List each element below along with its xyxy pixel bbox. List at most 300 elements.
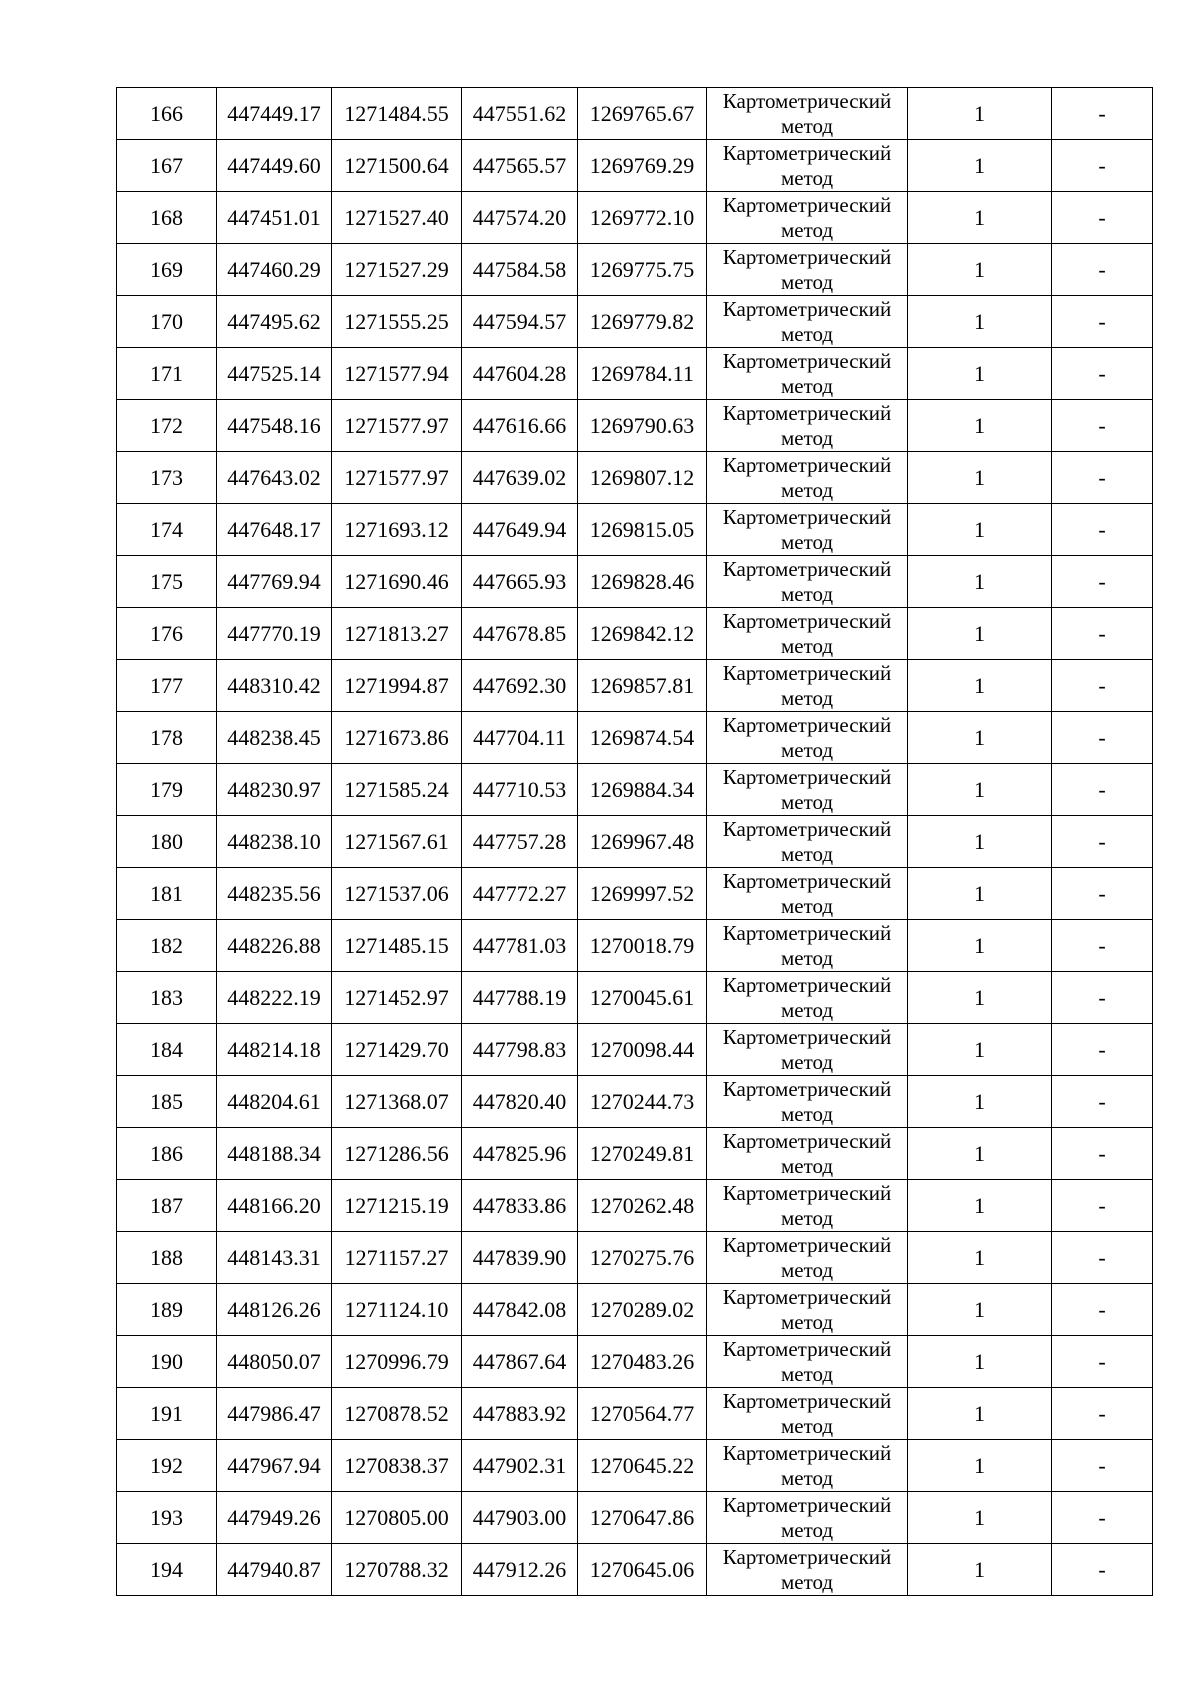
point-number-cell: 184 (117, 1024, 217, 1076)
y-new-cell: 1270098.44 (578, 1024, 707, 1076)
table-row (117, 1076, 1153, 1128)
y-old-cell: 1271368.07 (332, 1076, 462, 1128)
method-line-2: метод (780, 1258, 834, 1282)
method-line-2: метод (780, 374, 834, 398)
method-cell (707, 1284, 908, 1336)
method-line-2: метод (780, 738, 834, 762)
note-cell: - (1052, 1232, 1153, 1284)
method-line-1: Картометрический (722, 1181, 892, 1205)
x-old-cell: 447986.47 (217, 1388, 332, 1440)
method-line-2: метод (780, 1518, 834, 1542)
method-cell (707, 660, 908, 712)
x-old-cell: 448238.45 (217, 712, 332, 764)
x-new-cell: 447574.20 (462, 192, 578, 244)
accuracy-cell: 1 (908, 556, 1052, 608)
method-line-2: метод (780, 1050, 834, 1074)
method-cell (707, 244, 908, 296)
accuracy-cell: 1 (908, 1076, 1052, 1128)
point-number-cell: 187 (117, 1180, 217, 1232)
accuracy-cell: 1 (908, 972, 1052, 1024)
y-old-cell: 1271577.97 (332, 400, 462, 452)
method-cell (707, 868, 908, 920)
point-number-cell: 191 (117, 1388, 217, 1440)
method-line-1: Картометрический (722, 1077, 892, 1101)
point-number-cell: 171 (117, 348, 217, 400)
method-line-1: Картометрический (722, 713, 892, 737)
y-new-cell: 1269874.54 (578, 712, 707, 764)
x-new-cell: 447565.57 (462, 140, 578, 192)
y-new-cell: 1269828.46 (578, 556, 707, 608)
x-old-cell: 447648.17 (217, 504, 332, 556)
table-row (117, 504, 1153, 556)
table-row (117, 1232, 1153, 1284)
point-number-cell: 173 (117, 452, 217, 504)
note-cell: - (1052, 1024, 1153, 1076)
accuracy-cell: 1 (908, 608, 1052, 660)
method-line-1: Картометрический (722, 245, 892, 269)
x-new-cell: 447710.53 (462, 764, 578, 816)
x-new-cell: 447798.83 (462, 1024, 578, 1076)
x-old-cell: 447451.01 (217, 192, 332, 244)
method-line-1: Картометрический (722, 973, 892, 997)
y-old-cell: 1271690.46 (332, 556, 462, 608)
x-old-cell: 447460.29 (217, 244, 332, 296)
x-old-cell: 448238.10 (217, 816, 332, 868)
y-new-cell: 1270244.73 (578, 1076, 707, 1128)
method-line-2: метод (780, 790, 834, 814)
note-cell: - (1052, 1076, 1153, 1128)
point-number-cell: 179 (117, 764, 217, 816)
accuracy-cell: 1 (908, 452, 1052, 504)
y-new-cell: 1269784.11 (578, 348, 707, 400)
method-line-2: метод (780, 842, 834, 866)
method-line-1: Картометрический (722, 349, 892, 373)
table-row (117, 348, 1153, 400)
x-new-cell: 447665.93 (462, 556, 578, 608)
y-new-cell: 1269884.34 (578, 764, 707, 816)
x-old-cell: 448214.18 (217, 1024, 332, 1076)
table-row (117, 712, 1153, 764)
y-old-cell: 1271527.40 (332, 192, 462, 244)
x-new-cell: 447839.90 (462, 1232, 578, 1284)
table-row (117, 868, 1153, 920)
method-line-2: метод (780, 1310, 834, 1334)
y-new-cell: 1270647.86 (578, 1492, 707, 1544)
method-cell (707, 192, 908, 244)
method-cell (707, 972, 908, 1024)
accuracy-cell: 1 (908, 764, 1052, 816)
x-new-cell: 447781.03 (462, 920, 578, 972)
method-line-1: Картометрический (722, 921, 892, 945)
method-line-2: метод (780, 478, 834, 502)
y-new-cell: 1269807.12 (578, 452, 707, 504)
point-number-cell: 170 (117, 296, 217, 348)
x-new-cell: 447903.00 (462, 1492, 578, 1544)
note-cell: - (1052, 348, 1153, 400)
y-new-cell: 1269815.05 (578, 504, 707, 556)
y-old-cell: 1271429.70 (332, 1024, 462, 1076)
point-number-cell: 185 (117, 1076, 217, 1128)
method-cell (707, 348, 908, 400)
accuracy-cell: 1 (908, 192, 1052, 244)
method-line-1: Картометрический (722, 297, 892, 321)
accuracy-cell: 1 (908, 1388, 1052, 1440)
point-number-cell: 178 (117, 712, 217, 764)
table-row (117, 296, 1153, 348)
accuracy-cell: 1 (908, 244, 1052, 296)
method-cell (707, 1440, 908, 1492)
method-line-1: Картометрический (722, 401, 892, 425)
note-cell: - (1052, 1544, 1153, 1596)
method-line-2: метод (780, 1570, 834, 1594)
method-line-1: Картометрический (722, 661, 892, 685)
method-line-2: метод (780, 1414, 834, 1438)
accuracy-cell: 1 (908, 1544, 1052, 1596)
point-number-cell: 192 (117, 1440, 217, 1492)
accuracy-cell: 1 (908, 1336, 1052, 1388)
x-new-cell: 447692.30 (462, 660, 578, 712)
x-old-cell: 448310.42 (217, 660, 332, 712)
method-line-2: метод (780, 426, 834, 450)
table-row (117, 1284, 1153, 1336)
accuracy-cell: 1 (908, 348, 1052, 400)
y-old-cell: 1270838.37 (332, 1440, 462, 1492)
table-row (117, 660, 1153, 712)
method-cell (707, 556, 908, 608)
table-row (117, 608, 1153, 660)
accuracy-cell: 1 (908, 868, 1052, 920)
note-cell: - (1052, 764, 1153, 816)
x-old-cell: 447770.19 (217, 608, 332, 660)
x-new-cell: 447833.86 (462, 1180, 578, 1232)
x-old-cell: 447449.17 (217, 88, 332, 140)
method-line-2: метод (780, 322, 834, 346)
method-line-2: метод (780, 582, 834, 606)
note-cell: - (1052, 88, 1153, 140)
note-cell: - (1052, 1440, 1153, 1492)
method-line-1: Картометрический (722, 1337, 892, 1361)
y-new-cell: 1269765.67 (578, 88, 707, 140)
point-number-cell: 180 (117, 816, 217, 868)
note-cell: - (1052, 1388, 1153, 1440)
table-row (117, 1128, 1153, 1180)
table-row (117, 1024, 1153, 1076)
y-old-cell: 1271500.64 (332, 140, 462, 192)
method-line-2: метод (780, 218, 834, 242)
y-new-cell: 1270018.79 (578, 920, 707, 972)
method-cell (707, 1128, 908, 1180)
x-new-cell: 447820.40 (462, 1076, 578, 1128)
point-number-cell: 166 (117, 88, 217, 140)
x-old-cell: 448126.26 (217, 1284, 332, 1336)
method-line-1: Картометрический (722, 1441, 892, 1465)
x-new-cell: 447902.31 (462, 1440, 578, 1492)
y-new-cell: 1269779.82 (578, 296, 707, 348)
x-old-cell: 447643.02 (217, 452, 332, 504)
method-line-1: Картометрический (722, 765, 892, 789)
x-old-cell: 447967.94 (217, 1440, 332, 1492)
accuracy-cell: 1 (908, 1024, 1052, 1076)
y-old-cell: 1270788.32 (332, 1544, 462, 1596)
accuracy-cell: 1 (908, 504, 1052, 556)
point-number-cell: 177 (117, 660, 217, 712)
y-new-cell: 1270262.48 (578, 1180, 707, 1232)
method-cell (707, 1492, 908, 1544)
x-old-cell: 448235.56 (217, 868, 332, 920)
x-old-cell: 447525.14 (217, 348, 332, 400)
x-new-cell: 447772.27 (462, 868, 578, 920)
point-number-cell: 169 (117, 244, 217, 296)
method-line-2: метод (780, 1206, 834, 1230)
x-old-cell: 448050.07 (217, 1336, 332, 1388)
method-line-2: метод (780, 998, 834, 1022)
y-old-cell: 1271527.29 (332, 244, 462, 296)
table-row (117, 920, 1153, 972)
method-line-2: метод (780, 894, 834, 918)
y-old-cell: 1271673.86 (332, 712, 462, 764)
y-old-cell: 1271537.06 (332, 868, 462, 920)
table-row (117, 1336, 1153, 1388)
y-new-cell: 1269769.29 (578, 140, 707, 192)
y-new-cell: 1270275.76 (578, 1232, 707, 1284)
table-row (117, 140, 1153, 192)
table-row (117, 400, 1153, 452)
x-new-cell: 447584.58 (462, 244, 578, 296)
x-old-cell: 447769.94 (217, 556, 332, 608)
method-line-1: Картометрический (722, 453, 892, 477)
table-row (117, 1440, 1153, 1492)
method-cell (707, 608, 908, 660)
x-old-cell: 448226.88 (217, 920, 332, 972)
method-line-1: Картометрический (722, 193, 892, 217)
x-old-cell: 448230.97 (217, 764, 332, 816)
note-cell: - (1052, 452, 1153, 504)
method-cell (707, 816, 908, 868)
y-new-cell: 1269775.75 (578, 244, 707, 296)
table-row (117, 556, 1153, 608)
y-new-cell: 1270045.61 (578, 972, 707, 1024)
accuracy-cell: 1 (908, 296, 1052, 348)
method-line-1: Картометрический (722, 609, 892, 633)
method-cell (707, 1336, 908, 1388)
method-line-2: метод (780, 530, 834, 554)
method-cell (707, 1024, 908, 1076)
accuracy-cell: 1 (908, 400, 1052, 452)
method-line-1: Картометрический (722, 1545, 892, 1569)
x-new-cell: 447551.62 (462, 88, 578, 140)
y-new-cell: 1270289.02 (578, 1284, 707, 1336)
point-number-cell: 174 (117, 504, 217, 556)
note-cell: - (1052, 296, 1153, 348)
y-new-cell: 1269997.52 (578, 868, 707, 920)
y-old-cell: 1270805.00 (332, 1492, 462, 1544)
y-old-cell: 1271994.87 (332, 660, 462, 712)
y-old-cell: 1271215.19 (332, 1180, 462, 1232)
method-cell (707, 920, 908, 972)
note-cell: - (1052, 608, 1153, 660)
y-new-cell: 1269967.48 (578, 816, 707, 868)
y-old-cell: 1271585.24 (332, 764, 462, 816)
table-row (117, 764, 1153, 816)
y-old-cell: 1271452.97 (332, 972, 462, 1024)
note-cell: - (1052, 920, 1153, 972)
note-cell: - (1052, 1180, 1153, 1232)
y-old-cell: 1271567.61 (332, 816, 462, 868)
x-new-cell: 447912.26 (462, 1544, 578, 1596)
y-new-cell: 1270483.26 (578, 1336, 707, 1388)
x-old-cell: 447548.16 (217, 400, 332, 452)
x-new-cell: 447616.66 (462, 400, 578, 452)
table-row (117, 88, 1153, 140)
method-cell (707, 764, 908, 816)
method-line-2: метод (780, 114, 834, 138)
note-cell: - (1052, 972, 1153, 1024)
note-cell: - (1052, 556, 1153, 608)
x-old-cell: 448204.61 (217, 1076, 332, 1128)
accuracy-cell: 1 (908, 1284, 1052, 1336)
y-new-cell: 1269857.81 (578, 660, 707, 712)
method-line-2: метод (780, 686, 834, 710)
x-new-cell: 447757.28 (462, 816, 578, 868)
point-number-cell: 193 (117, 1492, 217, 1544)
note-cell: - (1052, 712, 1153, 764)
x-old-cell: 447449.60 (217, 140, 332, 192)
y-old-cell: 1271484.55 (332, 88, 462, 140)
table-body (117, 88, 1153, 1596)
note-cell: - (1052, 1336, 1153, 1388)
x-old-cell: 447940.87 (217, 1544, 332, 1596)
table-row (117, 1492, 1153, 1544)
note-cell: - (1052, 140, 1153, 192)
method-line-2: метод (780, 634, 834, 658)
table-row (117, 244, 1153, 296)
x-new-cell: 447842.08 (462, 1284, 578, 1336)
method-line-2: метод (780, 946, 834, 970)
method-line-2: метод (780, 1466, 834, 1490)
accuracy-cell: 1 (908, 660, 1052, 712)
method-cell (707, 452, 908, 504)
x-new-cell: 447649.94 (462, 504, 578, 556)
method-cell (707, 88, 908, 140)
point-number-cell: 188 (117, 1232, 217, 1284)
method-line-1: Картометрический (722, 1285, 892, 1309)
x-new-cell: 447678.85 (462, 608, 578, 660)
method-cell (707, 712, 908, 764)
method-cell (707, 1388, 908, 1440)
method-line-1: Картометрический (722, 1493, 892, 1517)
method-line-1: Картометрический (722, 141, 892, 165)
y-old-cell: 1271124.10 (332, 1284, 462, 1336)
point-number-cell: 190 (117, 1336, 217, 1388)
x-old-cell: 448222.19 (217, 972, 332, 1024)
method-line-1: Картометрический (722, 1025, 892, 1049)
method-cell (707, 400, 908, 452)
x-old-cell: 448143.31 (217, 1232, 332, 1284)
y-old-cell: 1270878.52 (332, 1388, 462, 1440)
method-line-2: метод (780, 166, 834, 190)
method-line-1: Картометрический (722, 505, 892, 529)
method-cell (707, 1076, 908, 1128)
note-cell: - (1052, 400, 1153, 452)
method-line-2: метод (780, 1154, 834, 1178)
method-line-1: Картометрический (722, 1129, 892, 1153)
y-new-cell: 1269772.10 (578, 192, 707, 244)
note-cell: - (1052, 816, 1153, 868)
y-old-cell: 1270996.79 (332, 1336, 462, 1388)
accuracy-cell: 1 (908, 816, 1052, 868)
accuracy-cell: 1 (908, 1492, 1052, 1544)
method-cell (707, 1180, 908, 1232)
method-line-2: метод (780, 1102, 834, 1126)
method-line-2: метод (780, 1362, 834, 1386)
method-line-1: Картометрический (722, 89, 892, 113)
x-new-cell: 447704.11 (462, 712, 578, 764)
y-old-cell: 1271485.15 (332, 920, 462, 972)
accuracy-cell: 1 (908, 1180, 1052, 1232)
x-new-cell: 447604.28 (462, 348, 578, 400)
table-row (117, 192, 1153, 244)
note-cell: - (1052, 660, 1153, 712)
x-new-cell: 447594.57 (462, 296, 578, 348)
point-number-cell: 168 (117, 192, 217, 244)
accuracy-cell: 1 (908, 1232, 1052, 1284)
note-cell: - (1052, 868, 1153, 920)
y-old-cell: 1271693.12 (332, 504, 462, 556)
point-number-cell: 186 (117, 1128, 217, 1180)
accuracy-cell: 1 (908, 1128, 1052, 1180)
x-new-cell: 447867.64 (462, 1336, 578, 1388)
y-old-cell: 1271577.97 (332, 452, 462, 504)
x-old-cell: 447495.62 (217, 296, 332, 348)
accuracy-cell: 1 (908, 1440, 1052, 1492)
note-cell: - (1052, 244, 1153, 296)
table-row (117, 816, 1153, 868)
y-new-cell: 1270645.22 (578, 1440, 707, 1492)
point-number-cell: 176 (117, 608, 217, 660)
method-cell (707, 1232, 908, 1284)
method-line-1: Картометрический (722, 557, 892, 581)
method-cell (707, 140, 908, 192)
y-old-cell: 1271157.27 (332, 1232, 462, 1284)
point-number-cell: 183 (117, 972, 217, 1024)
note-cell: - (1052, 192, 1153, 244)
method-cell (707, 296, 908, 348)
accuracy-cell: 1 (908, 88, 1052, 140)
x-new-cell: 447825.96 (462, 1128, 578, 1180)
x-old-cell: 448188.34 (217, 1128, 332, 1180)
x-new-cell: 447788.19 (462, 972, 578, 1024)
y-new-cell: 1269790.63 (578, 400, 707, 452)
note-cell: - (1052, 1128, 1153, 1180)
method-line-2: метод (780, 270, 834, 294)
point-number-cell: 167 (117, 140, 217, 192)
x-old-cell: 448166.20 (217, 1180, 332, 1232)
y-new-cell: 1269842.12 (578, 608, 707, 660)
method-cell (707, 1544, 908, 1596)
x-old-cell: 447949.26 (217, 1492, 332, 1544)
point-number-cell: 181 (117, 868, 217, 920)
table-row (117, 1180, 1153, 1232)
y-new-cell: 1270564.77 (578, 1388, 707, 1440)
point-number-cell: 194 (117, 1544, 217, 1596)
point-number-cell: 172 (117, 400, 217, 452)
note-cell: - (1052, 504, 1153, 556)
y-old-cell: 1271555.25 (332, 296, 462, 348)
method-line-1: Картометрический (722, 869, 892, 893)
table-row (117, 452, 1153, 504)
accuracy-cell: 1 (908, 920, 1052, 972)
note-cell: - (1052, 1492, 1153, 1544)
